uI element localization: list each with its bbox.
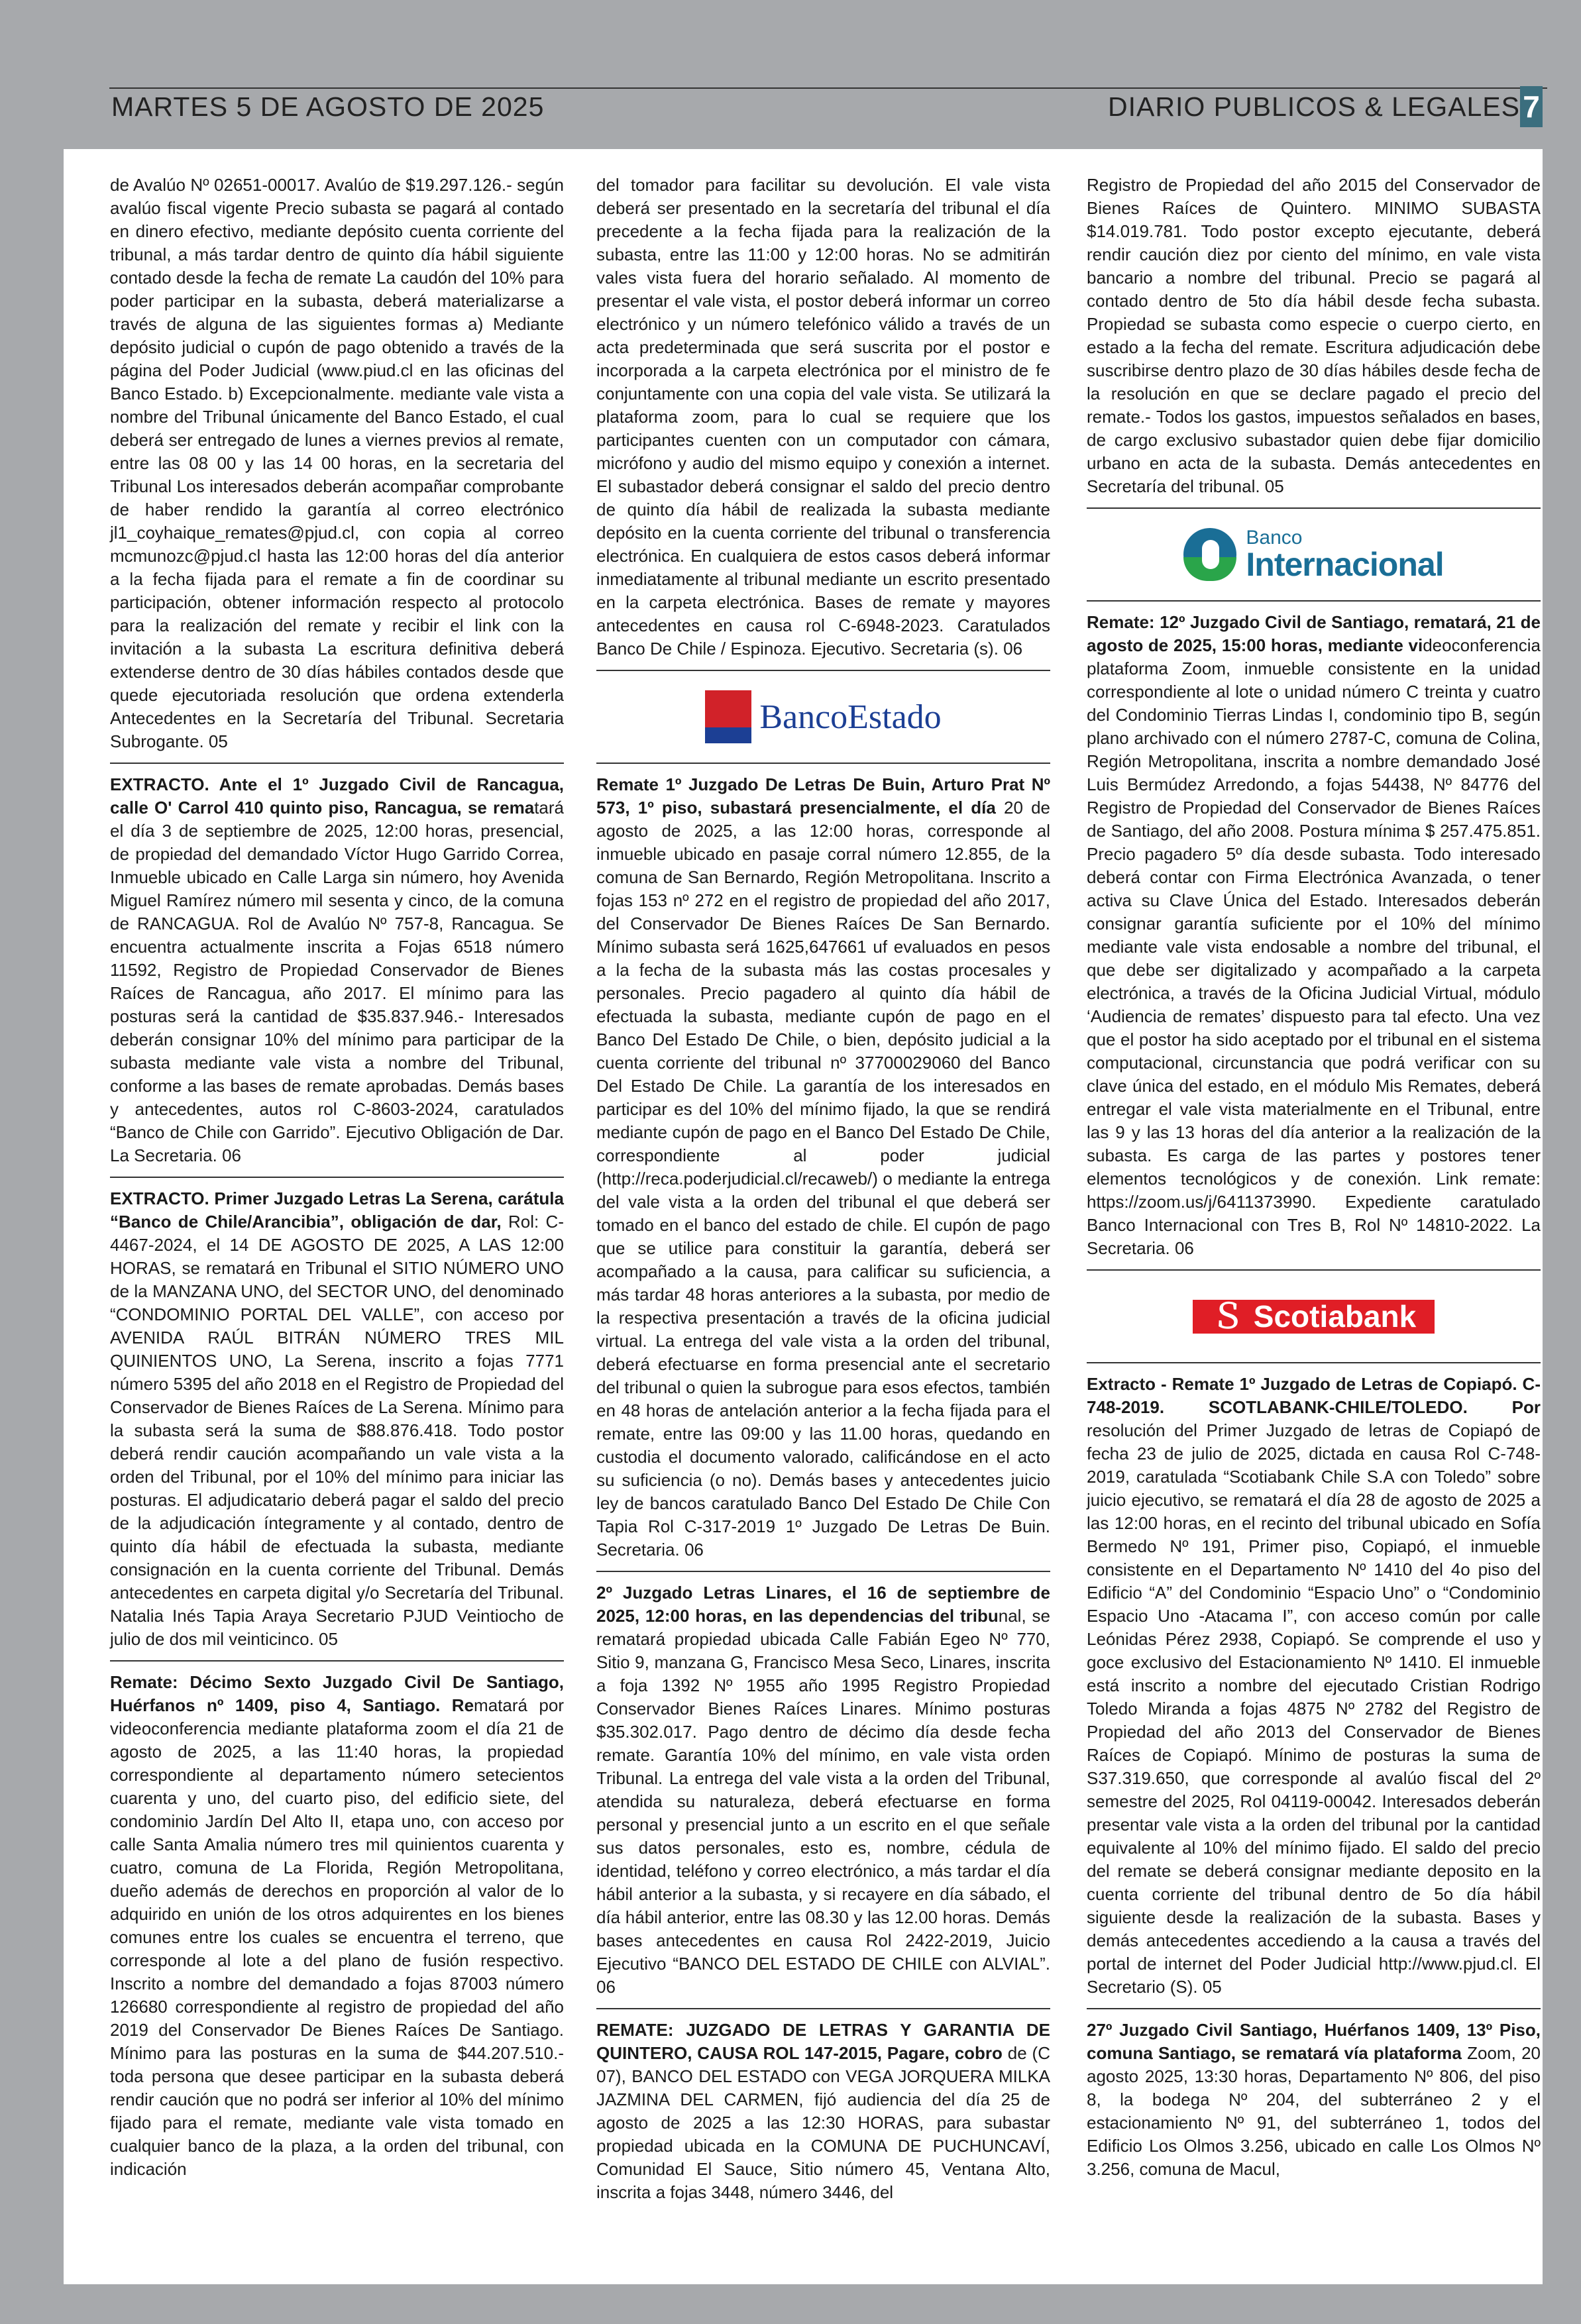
notice-lead: Remate: Décimo Sexto Juzgado Civil De Santiago, Huérfanos nº 1409, piso 4, Santiago. Re [110,1672,564,1715]
column-1 [110,174,564,2181]
scotiabank-wordmark: Scotiabank [1253,1298,1417,1334]
notice-body: matará por videoconferencia mediante plataforma zoom el día 21 de agosto de 2025, a las 11:40 horas, la propiedad correspondiente al departamento número setecientos cuarenta y uno, del cuarto piso, del edificio siete, del condominio Jardín Del Alto II, etapa uno, con acceso por calle Santa Amalia número tres mil quinientos cuarenta y cuatro, comuna de La Florida, Región Metropolitana, dueño además de derechos en proporción al valor de lo adquirido en unión de los otros adquirentes en los bienes comunes entre los cuales se encuentra el terreno, que corresponde al lote a del plano de fusión respectivo. Inscrito a nombre del demandado a fojas 87003 número 126680 correspondiente al registro de propiedad del año 2019 del Conservador De Bienes Raíces De Santiago. Mínimo para las posturas en la suma de $44.207.510.- toda persona que desee participar en la subasta deberá rendir caución que no podrá ser inferior al 10% del mínimo fijado para el remate, mediante vale vista tomado en cualquier banco de la plaza, a la orden del tribunal, con indicación [110,1695,564,2179]
notice [596,174,1050,660]
notice-body: 20 de agosto de 2025, a las 12:00 horas, corresponde al inmueble ubicado en pasaje corral número 12.855, de la comuna de San Bernardo, Región Metropolitana. Inscrito a fojas 153 nº 272 en el registro de propiedad del año 2017, del Conservador De Bienes Raíces De San Bernardo. Mínimo subasta será 1625,647661 uf evaluados en pesos a la fecha de la subasta más las costas procesales y personales. Precio pagadero al quinto día hábil de efectuada la subasta, mediante cupón de pago en el Banco Del Estado De Chile, o bien, depósito judicial a la cuenta corriente del tribunal nº 37700029060 del Banco Del Estado De Chile. La garantía de los interesados en participar es del 10% del mínimo fijado, la que se rendirá mediante cupón de pago en el Banco Del Estado De Chile, correspondiente al poder judicial (http://reca.poderjudicial.cl/recaweb/) o mediante la entrega del vale vista a la orden del tribunal el que deberá ser tomado en el banco del estado de chile. El cupón de pago que se utilice para constituir la garantía, deberá ser acompañado a la causa, para calificar su suficiencia, a más tardar 48 horas anteriores a la subasta, por medio de la respectiva presentación a través de la oficina judicial virtual. La entrega del vale vista a la orden del tribunal, deberá efectuarse en forma presencial ante el secretario del tribunal o quien la subrogue para esos efectos, también en 48 horas de antelación anterior a la fecha fijada para el remate, entre las 09:00 y las 11.00 horas, quedando en custodia el documento valorado, calificándose en el acto su suficiencia (o no). Demás bases y antecedentes juicio ley de bancos caratulado Banco Del Estado De Chile Con Tapia Rol C-317-2019 1º Juzgado De Letras De Buin. Secretaria. 06 [596,798,1051,1559]
divider [110,1177,564,1178]
notice-body: deoconferencia plataforma Zoom, inmueble consistente en la unidad correspondiente al lote o unidad número C treinta y cuatro del Condominio Tierras Lindas I, condominio tipo B, según plano archivado con el número 2787-C, comuna de Colina, Región Metropolitana, inscrita a nombre demandado José Luis Bermúdez Arredondo, a fojas 54438, Nº 84776 del Registro de Propiedad del Conservador de Bienes Raíces de Santiago, del año 2008. Postura mínima $ 257.475.851. Precio pagadero 5º día desde subasta. Todo interesado deberá contar con Firma Electrónica Avanzada, o tener activa su Clave Única del Estado. Interesados deberán consignar garantía suficiente por el 10% del mínimo mediante vale vista endosable a nombre del tribunal, el que debe ser digitalizado y acompañado a la carpeta electrónica, a través de la Oficina Judicial Virtual, módulo ‘Audiencia de remates’ dispuesto para tal efecto. Una vez que el postor ha sido aceptado por el tribunal en el sistema computacional, circunstancia que podrá verificar con su clave única del estado, en el módulo Mis Remates, deberá entregar el vale vista materialmente en el Tribunal, entre las 9 y las 13 horas del día anterior a la realización de la subasta. Es carga de las partes y postores tener elementos tecnológicos y de conexión. Link remate: https://zoom.us/j/6411373990. Expediente caratulado Banco Internacional con Tres B, Rol Nº 14810-2022. La Secretaria. 06 [1087,635,1541,1258]
banco-internacional-mark-icon [1183,528,1236,581]
header-rule [109,87,1547,89]
notice-body: tará el día 3 de septiembre de 2025, 12:00 horas, presencial, de propiedad del demandado Víctor Hugo Garrido Correa, Inmueble ubicado en Calle Larga sin número, hoy Avenida Miguel Ramírez número mil sesenta y cinco, de la comuna de RANCAGUA. Rol de Avalúo Nº 757-8, Rancagua. Se encuentra actualmente inscrita a Fojas 6518 número 11592, Registro de Propiedad Conservador de Bienes Raíces de Rancagua, año 2017. El mínimo para las posturas será la cantidad de $35.837.946.- Interesados deberán consignar 10% del mínimo para participar de la subasta mediante vale vista a nombre del Tribunal, conforme a las bases de remate aprobadas. Demás bases y antecedentes, autos rol C-8603-2024, caratulados “Banco de Chile con Garrido”. Ejecutivo Obligación de Dar. La Secretaria. 06 [110,798,564,1165]
bancoestado-logo [596,680,1050,753]
notice-body: Rol: C-4467-2024, el 14 DE AGOSTO DE 2025, A LAS 12:00 HORAS, se rematará en Tribunal el SITIO NÚMERO UNO de la MANZANA UNO, del SECTOR UNO, del denominado “CONDOMINIO PORTAL DEL VALLE”, con acceso por AVENIDA RAÚL BITRÁN NÚMERO TRES MIL QUINIENTOS UNO, La Serena, inscrito a fojas 7771 número 5395 del año 2018 en el Registro de Propiedad del Conservador de Bienes Raíces de La Serena. Mínimo para la subasta será la suma de $88.876.418. Todo postor deberá rendir caución acompañando un vale vista a la orden del Tribunal, por el 10% del mínimo para iniciar las posturas. El adjudicatario deberá pagar el saldo del precio de la adjudicación íntegramente y al contado, dentro de quinto día hábil de efectuada la subasta, mediante consignación en la cuenta corriente del Tribunal. Demás antecedentes en carpeta digital y/o Secretaría del Tribunal. Natalia Inés Tapia Araya Secretario PJUD Veintiocho de julio de dos mil veinticinco. 05 [110,1212,564,1649]
column-3 [1087,174,1541,2181]
divider [596,763,1050,764]
notice-body: del tomador para facilitar su devolución. El vale vista deberá ser presentado en la secretaría del tribunal el día precedente a la fecha fijada para la realización de la subasta, entre las 11:00 y 12:00 horas. No se admitirán vales vista fuera del horario señalado. Al momento de presentar el vale vista, el postor deberá informar un correo electrónico y un número telefónico válido a través de un acta predeterminada que será suscrita por el postor e incorporada a la carpeta electrónica por el ministro de fe conjuntamente con una copia del vale vista. Se utilizará la plataforma zoom, para lo cual se requiere que los participantes cuenten con un computador con cámara, micrófono y audio del mismo equipo y conexión a internet. El subastador deberá consignar el saldo del precio dentro de quinto día hábil de realizada la subasta mediante depósito en la cuenta corriente del tribunal o transferencia electrónica. En cualquiera de estos casos deberá informar inmediatamente al tribunal mediante un escrito presentado en la carpeta electrónica. Bases de remate y mayores antecedentes en causa rol C-6948-2023. Caratulados Banco De Chile / Espinoza. Ejecutivo. Secretaria (s). 06 [596,175,1050,659]
notice-body: Zoom, 20 agosto 2025, 13:30 horas, Departamento Nº 806, del piso 8, la bodega Nº 204, del subterráneo 2 y el estacionamiento Nº 91, del subterráneo 1, todos del Edificio Los Olmos 3.256, ubicado en calle Los Olmos Nº 3.256, comuna de Macul, [1087,2043,1541,2179]
bancoestado-mark-icon [705,690,751,743]
bancoestado-wordmark: BancoEstado [759,698,942,736]
notice [596,773,1050,1561]
header-date: MARTES 5 DE AGOSTO DE 2025 [111,91,545,122]
notice-body: nal, se rematará propiedad ubicada Calle Fabián Egeo Nº 770, Sitio 9, manzana G, Francisco Mesa Seco, Linares, inscrita a foja 1392 Nº 1955 año 1995 Registro Propiedad Conservador Bienes Raíces Linares. Mínimo posturas $35.302.017. Pago dentro de décimo día desde fecha remate. Garantía 10% del mínimo, en vale vista orden Tribunal. La entrega del vale vista a la orden del Tribunal, atendida su naturaleza, deberá efectuarse en forma personal y presencial junto a un escrito en el que señale sus datos personales, esto es, nombre, cédula de identidad, teléfono y correo electrónico, a más tardar el día hábil anterior a la subasta, y si recayere en día sábado, el día hábil anterior, entre las 08.30 y las 12.00 horas. Demás bases antecedentes en causa Rol 2422-2019, Juicio Ejecutivo “BANCO DEL ESTADO DE CHILE con ALVIAL”. 06 [596,1606,1050,1997]
notice [1087,611,1541,1260]
divider [1087,2008,1541,2009]
notice-body: de Avalúo Nº 02651-00017. Avalúo de $19.297.126.- según avalúo fiscal vigente Precio subasta se pagará al contado en dinero efectivo, mediante depósito cuenta corriente del tribunal, a más tardar dentro de quinto día hábil siguiente contado desde la fecha de remate La caudón del 10% para poder participar en la subasta, deberá materializarse a través de alguna de las siguientes formas a) Mediante depósito judicial o cupón de pago obtenido a través de la página del Poder Judicial (www.piud.cl en las oficinas del Banco Estado. b) Excepcionalmente. mediante vale vista a nombre del Tribunal únicamente del Banco Estado, el cual deberá ser entregado de lunes a viernes previos al remate, entre las 08 00 y las 14 00 horas, en la secretaria del Tribunal Los interesados deberán acompañar comprobante de haber rendido la garantía al correo electrónico jl1_coyhaique_remates@pjud.cl, con copia al correo mcmunozc@pjud.cl hasta las 12:00 horas del día anterior a la fecha fijada para el remate a fin de coordinar su participación, obtener información respecto al protocolo para la realización del remate y recibir el link con la invitación a la subasta La escritura definitiva deberá extenderse dentro de 30 días hábiles contados desde que quede ejecutoriada resolución que ordena extenderla Antecedentes en la Secretaría del Tribunal. Secretaria Subrogante. 05 [110,175,564,751]
divider [110,1660,564,1662]
notice-lead: Extracto - Remate 1º Juzgado de Letras de Copiapó. C-748-2019. SCOTLABANK-CHILE/TOLEDO. Por [1087,1374,1541,1417]
notice [110,1671,564,2181]
notice-lead: Remate 1º Juzgado De Letras De Buin, Arturo Prat Nº 573, 1º piso, subastará presencialmente, el día [596,774,1050,818]
divider [1087,600,1541,602]
notice-lead: 27º Juzgado Civil Santiago, Huérfanos 1409, 13º Piso, comuna Santiago, se rematará vía plataforma [1087,2020,1541,2063]
notice-lead: EXTRACTO. Primer Juzgado Letras La Serena, carátula “Banco de Chile/Arancibia”, obligación de dar, [110,1188,564,1232]
notice-lead: Remate: 12º Juzgado Civil de Santiago, rematará, 21 de agosto de 2025, 15:00 horas, mediante vi [1087,612,1541,655]
header-publication: DIARIO PUBLICOS & LEGALES [1108,91,1520,122]
notice [596,2019,1050,2204]
notice [596,1581,1050,1999]
page-frame-right [1543,0,1581,2324]
page-number: 7 [1520,86,1543,127]
page-frame-top [0,0,1581,149]
notice-lead: REMATE: JUZGADO DE LETRAS Y GARANTIA DE QUINTERO, CAUSA ROL 147-2015, Pagare, cobro [596,2020,1050,2063]
notice-lead: EXTRACTO. Ante el 1º Juzgado Civil de Rancagua, calle O' Carrol 410 quinto piso, Rancagua, se rema [110,774,564,818]
page-frame-bottom [0,2284,1581,2324]
page-frame-left [0,0,64,2324]
banco-internacional-small: Banco [1246,527,1303,549]
scotiabank-s-icon: Ｓ [1211,1297,1244,1335]
divider [596,2008,1050,2009]
divider [596,1571,1050,1572]
divider [110,763,564,764]
notice [1087,174,1541,498]
notice-lead: 2º Juzgado Letras Linares, el 16 de septiembre de 2025, 12:00 horas, en las dependencias del tribu [596,1583,1050,1626]
notice [110,1187,564,1651]
scotiabank-logo [1087,1280,1541,1353]
column-2 [596,174,1050,2204]
divider [1087,1362,1541,1363]
divider [596,670,1050,671]
notice [110,174,564,753]
divider [1087,507,1541,509]
notice [1087,1373,1541,1999]
notice-body: de (C 07), BANCO DEL ESTADO con VEGA JORQUERA MILKA JAZMINA DEL CARMEN, fijó audiencia del día 25 de agosto de 2025 a las 12:30 HORAS, para subastar propiedad ubicada en la COMUNA DE PUCHUNCAVÍ, Comunidad El Sauce, Sitio número 45, Ventana Alto, inscrita a fojas 3448, número 3446, del [596,2043,1050,2202]
notice [1087,2019,1541,2181]
notice [110,773,564,1167]
banco-internacional-big: Internacional [1246,546,1444,583]
banco-internacional-logo [1087,518,1541,591]
divider [1087,1269,1541,1271]
notice-body: Registro de Propiedad del año 2015 del Conservador de Bienes Raíces de Quintero. MINIMO SUBASTA $14.019.781. Todo postor excepto ejecutante, deberá rendir caución diez por ciento del mínimo, en vale vista bancario a nombre del tribunal. Precio se pagará al contado dentro de 5to día hábil desde fecha subasta. Propiedad se subasta como especie o cuerpo cierto, en estado a la fecha del remate. Escritura adjudicación debe suscribirse dentro plazo de 30 días hábiles desde fecha de la resolución en que se declare pagado el precio del remate.- Todos los gastos, impuestos señalados en bases, de cargo exclusivo subastador quien debe fijar domicilio urbano en acta de la subasta. Demás antecedentes en Secretaría del tribunal. 05 [1087,175,1541,496]
notice-body: resolución del Primer Juzgado de letras de Copiapó de fecha 23 de julio de 2025, dictada en causa Rol C-748-2019, caratulada “Scotiabank Chile S.A con Toledo” sobre juicio ejecutivo, se rematará el día 28 de agosto de 2025 a las 12:00 horas, en el recinto del tribunal ubicado en Sofía Bermedo Nº 191, Primer piso, Copiapó, el inmueble consistente en el Departamento Nº 1410 del 4o piso del Edificio “A” del Condominio “Espacio Uno” o “Condominio Espacio Uno -Atacama I”, con acceso común por calle Leónidas Pérez 2938, Copiapó. Se comprende el uso y goce exclusivo del Estacionamiento Nº 1410. El inmueble está inscrito a nombre del ejecutado Cristian Rodrigo Toledo Miranda a fojas 4875 Nº 2782 del Registro de Propiedad del año 2013 del Conservador de Bienes Raíces de Copiapó. Mínimo de posturas la suma de S37.319.650, que corresponde al avalúo fiscal del 2º semestre del 2025, Rol 04119-00042. Interesados deberán presentar vale vista a la orden del tribunal por la cantidad equivalente al 10% del mínimo fijado. El saldo del precio del remate se deberá consignar mediante deposito en la cuenta corriente del tribunal dentro de 5o día hábil siguiente desde la realización de la subasta. Bases y demás antecedentes accediendo a la causa a través del portal de internet del Poder Judicial http://www.pjud.cl. El Secretario (S). 05 [1087,1420,1541,1997]
